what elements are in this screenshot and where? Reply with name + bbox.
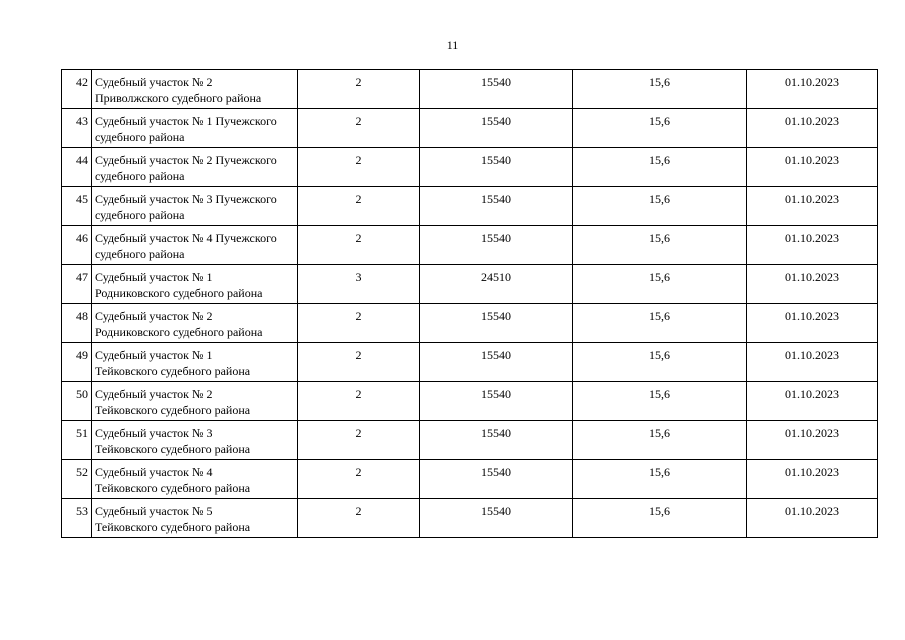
- rate-cell: 15,6: [573, 499, 747, 538]
- count-cell: 2: [298, 148, 420, 187]
- row-number-cell: 52: [62, 460, 92, 499]
- court-name-line1: Судебный участок № 1: [95, 348, 213, 362]
- date-cell: 01.10.2023: [747, 187, 878, 226]
- rate-cell: 15,6: [573, 460, 747, 499]
- rate-cell: 15,6: [573, 421, 747, 460]
- date-cell: 01.10.2023: [747, 460, 878, 499]
- count-cell: 2: [298, 70, 420, 109]
- court-name-line1: Судебный участок № 5: [95, 504, 213, 518]
- court-name-line2: Родниковского судебного района: [95, 285, 263, 300]
- court-districts-table: [61, 69, 878, 538]
- count-cell: 2: [298, 226, 420, 265]
- table-row: [62, 460, 878, 499]
- amount-cell: 15540: [420, 109, 573, 148]
- court-name-line1: Судебный участок № 1 Пучежского: [95, 114, 277, 128]
- count-cell: 2: [298, 460, 420, 499]
- table-body: [62, 70, 878, 538]
- row-number-cell: 45: [62, 187, 92, 226]
- court-name-cell: [92, 382, 298, 421]
- count-cell: 2: [298, 304, 420, 343]
- date-cell: 01.10.2023: [747, 265, 878, 304]
- table-row: [62, 499, 878, 538]
- count-cell: 2: [298, 421, 420, 460]
- court-name-cell: [92, 304, 298, 343]
- date-cell: 01.10.2023: [747, 499, 878, 538]
- amount-cell: 15540: [420, 343, 573, 382]
- date-cell: 01.10.2023: [747, 382, 878, 421]
- amount-cell: 15540: [420, 226, 573, 265]
- court-name-cell: [92, 70, 298, 109]
- court-name-line2: Тейковского судебного района: [95, 402, 251, 417]
- date-cell: 01.10.2023: [747, 226, 878, 265]
- row-number-cell: 53: [62, 499, 92, 538]
- table-row: [62, 382, 878, 421]
- date-cell: 01.10.2023: [747, 304, 878, 343]
- court-name-line2: Родниковского судебного района: [95, 324, 263, 339]
- court-name-line1: Судебный участок № 1: [95, 270, 213, 284]
- table-row: [62, 265, 878, 304]
- rate-cell: 15,6: [573, 70, 747, 109]
- rate-cell: 15,6: [573, 148, 747, 187]
- amount-cell: 15540: [420, 499, 573, 538]
- amount-cell: 15540: [420, 304, 573, 343]
- rate-cell: 15,6: [573, 304, 747, 343]
- court-name-line1: Судебный участок № 2: [95, 387, 213, 401]
- table-row: [62, 187, 878, 226]
- count-cell: 2: [298, 187, 420, 226]
- table-row: [62, 304, 878, 343]
- court-name-cell: [92, 109, 298, 148]
- court-name-line1: Судебный участок № 2: [95, 75, 213, 89]
- row-number-cell: 46: [62, 226, 92, 265]
- court-name-line1: Судебный участок № 2: [95, 309, 213, 323]
- rate-cell: 15,6: [573, 226, 747, 265]
- row-number-cell: 50: [62, 382, 92, 421]
- date-cell: 01.10.2023: [747, 421, 878, 460]
- rate-cell: 15,6: [573, 343, 747, 382]
- amount-cell: 15540: [420, 187, 573, 226]
- count-cell: 2: [298, 343, 420, 382]
- count-cell: 2: [298, 499, 420, 538]
- amount-cell: 24510: [420, 265, 573, 304]
- rate-cell: 15,6: [573, 109, 747, 148]
- amount-cell: 15540: [420, 148, 573, 187]
- court-name-cell: [92, 421, 298, 460]
- court-name-line2: Тейковского судебного района: [95, 441, 251, 456]
- row-number-cell: 47: [62, 265, 92, 304]
- court-name-line2: судебного района: [95, 168, 185, 183]
- court-name-line2: судебного района: [95, 129, 185, 144]
- table-row: [62, 148, 878, 187]
- court-name-line1: Судебный участок № 4: [95, 465, 213, 479]
- count-cell: 3: [298, 265, 420, 304]
- court-name-line1: Судебный участок № 3 Пучежского: [95, 192, 277, 206]
- amount-cell: 15540: [420, 70, 573, 109]
- court-name-line1: Судебный участок № 3: [95, 426, 213, 440]
- count-cell: 2: [298, 109, 420, 148]
- table-row: [62, 70, 878, 109]
- date-cell: 01.10.2023: [747, 70, 878, 109]
- row-number-cell: 51: [62, 421, 92, 460]
- court-name-cell: [92, 499, 298, 538]
- court-name-line2: судебного района: [95, 207, 185, 222]
- rate-cell: 15,6: [573, 382, 747, 421]
- court-name-cell: [92, 148, 298, 187]
- row-number-cell: 48: [62, 304, 92, 343]
- table-row: [62, 343, 878, 382]
- row-number-cell: 42: [62, 70, 92, 109]
- court-name-line2: Тейковского судебного района: [95, 363, 251, 378]
- court-name-line2: Приволжского судебного района: [95, 90, 262, 105]
- row-number-cell: 43: [62, 109, 92, 148]
- court-name-cell: [92, 187, 298, 226]
- rate-cell: 15,6: [573, 265, 747, 304]
- date-cell: 01.10.2023: [747, 343, 878, 382]
- court-name-line2: судебного района: [95, 246, 185, 261]
- court-name-line2: Тейковского судебного района: [95, 480, 251, 495]
- row-number-cell: 44: [62, 148, 92, 187]
- table-row: [62, 226, 878, 265]
- page-number: 11: [446, 38, 459, 52]
- row-number-cell: 49: [62, 343, 92, 382]
- court-name-cell: [92, 226, 298, 265]
- count-cell: 2: [298, 382, 420, 421]
- court-name-cell: [92, 265, 298, 304]
- amount-cell: 15540: [420, 421, 573, 460]
- date-cell: 01.10.2023: [747, 109, 878, 148]
- court-name-line2: Тейковского судебного района: [95, 519, 251, 534]
- court-name-cell: [92, 343, 298, 382]
- table-row: [62, 421, 878, 460]
- rate-cell: 15,6: [573, 187, 747, 226]
- court-name-line1: Судебный участок № 2 Пучежского: [95, 153, 277, 167]
- amount-cell: 15540: [420, 382, 573, 421]
- table-row: [62, 109, 878, 148]
- amount-cell: 15540: [420, 460, 573, 499]
- court-name-cell: [92, 460, 298, 499]
- date-cell: 01.10.2023: [747, 148, 878, 187]
- court-name-line1: Судебный участок № 4 Пучежского: [95, 231, 277, 245]
